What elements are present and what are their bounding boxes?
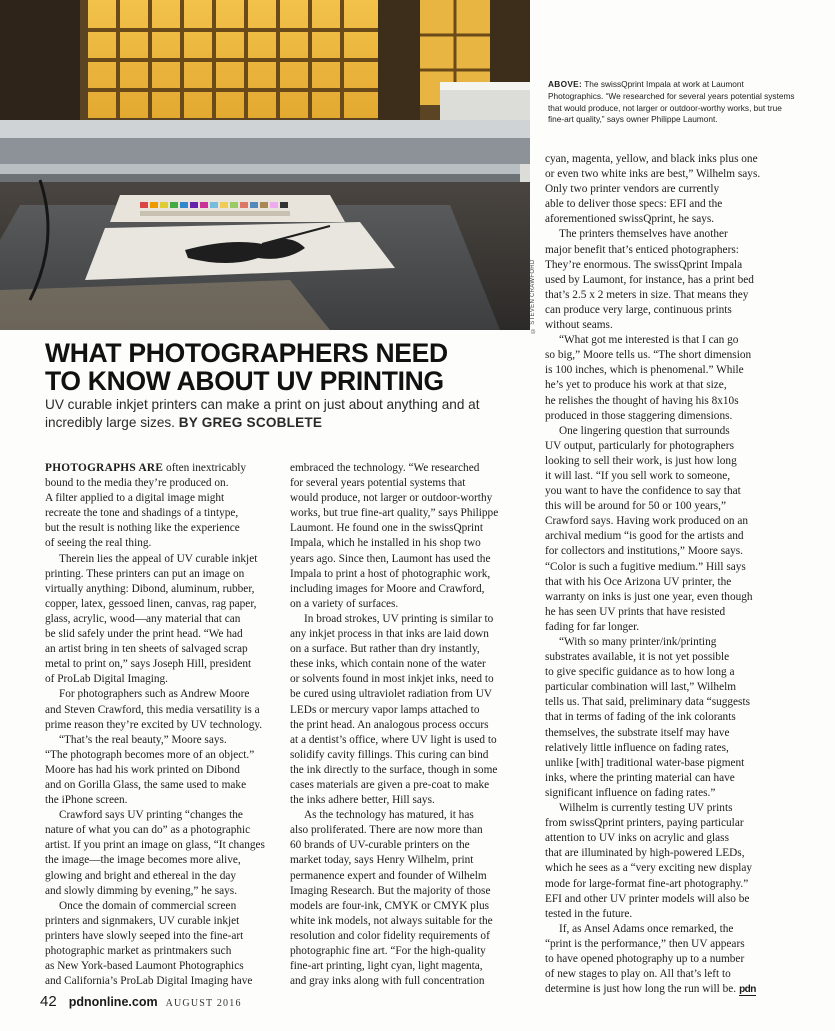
body-line (545, 529, 795, 544)
body-line-text: from swissQprint printers, paying particular (545, 817, 744, 830)
body-line-text: and Steven Crawford, this media versatility is a (45, 703, 260, 716)
body-line (290, 718, 530, 733)
body-line (45, 718, 282, 733)
body-line-text: this will be around for 50 or 100 years,” (545, 500, 727, 513)
body-line-text: tells us. That said, preliminary data “suggests (545, 696, 750, 709)
body-line (545, 318, 795, 333)
body-line (545, 620, 795, 635)
body-line-text: “The photograph becomes more of an object.” (45, 748, 255, 761)
body-line (290, 506, 530, 521)
body-line-text: the print head. An analogous process occurs (290, 718, 489, 731)
printer-photo (0, 0, 530, 330)
body-line (545, 288, 795, 303)
body-line-text: copper, latex, gessoed linen, canvas, rag paper, (45, 597, 257, 610)
body-line (290, 959, 530, 974)
body-line (290, 461, 530, 476)
body-line (45, 808, 282, 823)
body-line-text: on a variety of surfaces. (290, 597, 399, 610)
body-line-text: any inkjet process in that inks are laid down (290, 628, 489, 641)
dek-text: UV curable inkjet printers can make a print on just about anything and at incredibly large sizes. (45, 397, 480, 430)
footer-site: pdnonline.com (68, 995, 158, 1009)
body-line-text: an artist bring in ten sheets of salvaged scrap (45, 643, 248, 656)
body-line (45, 884, 282, 899)
body-line-text: photographic fine art. “For the high-quality (290, 945, 486, 957)
body-line (290, 582, 530, 597)
body-line-text: Wilhelm is currently testing UV prints (559, 802, 733, 815)
body-line (290, 703, 530, 718)
body-line-text: of seeing the real thing. (45, 537, 152, 550)
body-line-text: that in terms of fading of the ink colorants (545, 711, 736, 724)
body-line (45, 521, 282, 536)
body-line-text: for several years potential systems that (290, 477, 466, 490)
body-line (545, 394, 795, 409)
body-line (290, 838, 530, 853)
body-column-3 (545, 152, 795, 997)
body-line (290, 687, 530, 702)
body-line (45, 823, 282, 838)
body-line-text: able to deliver those specs: EFI and the (545, 198, 723, 211)
body-line (45, 491, 282, 506)
caption-label: ABOVE: (548, 79, 583, 89)
body-line-text: so big,” Moore tells us. “The short dimension (545, 349, 752, 362)
body-line (545, 348, 795, 363)
body-line-text: you want to have the confidence to say that (545, 485, 741, 498)
body-line-text: bound to the media they’re produced on. (45, 477, 229, 490)
body-line (290, 869, 530, 884)
body-line-text: solidify cavity fillings. This curing can bind (290, 748, 489, 761)
photo-caption (548, 79, 798, 126)
body-line (545, 590, 795, 605)
body-line-text: and gray inks along with full concentration (290, 975, 485, 988)
page-footer (40, 993, 242, 1013)
body-line (45, 506, 282, 521)
body-line (290, 763, 530, 778)
body-line-text: on a surface. But rather than dry instantly, (290, 643, 480, 656)
body-line (45, 959, 282, 974)
page-number: 42 (40, 993, 57, 1010)
body-line (290, 929, 530, 944)
body-line (545, 982, 795, 997)
body-line (45, 627, 282, 642)
body-line-text: to give specific guidance as to how long a (545, 666, 735, 679)
body-line (45, 748, 282, 763)
body-line-text: for collectors and institutions,” Moore says. (545, 545, 743, 558)
body-line (545, 635, 795, 650)
body-line (290, 823, 530, 838)
body-line-text: fine-art printing, light cyan, light magenta, (290, 960, 483, 973)
body-line (45, 597, 282, 612)
body-line-text: he’s yet to produce his work at that size, (545, 379, 727, 392)
body-line-text: and California’s ProLab Digital Imaging have (45, 975, 253, 988)
body-line-text: themselves, the substrate itself may have (545, 726, 730, 739)
body-line (45, 733, 282, 748)
body-line (290, 853, 530, 868)
body-line (290, 748, 530, 763)
body-line-text: years ago. Since then, Laumont has used the (290, 552, 491, 565)
body-line-text: substrates available, it is not yet possible (545, 651, 730, 664)
body-line-text: The printers themselves have another (559, 228, 728, 241)
body-line-text: A filter applied to a digital image might (45, 492, 225, 505)
body-line (545, 182, 795, 197)
body-line-text: They’re enormous. The swissQprint Impala (545, 258, 743, 271)
body-line-text: archival medium “is good for the artists and (545, 530, 744, 543)
body-line-text: metal to print on,” says Joseph Hill, president (45, 658, 252, 671)
body-line-text: For photographers such as Andrew Moore (59, 688, 250, 701)
body-line-text: and on Gorilla Glass, the same used to make (45, 778, 247, 791)
body-line (545, 424, 795, 439)
body-line-text: and slowly dimming by evening,” he says. (45, 884, 238, 897)
body-line (290, 491, 530, 506)
body-line-text: Only two printer vendors are currently (545, 183, 720, 196)
body-line (290, 627, 530, 642)
body-line (545, 771, 795, 786)
body-line (545, 409, 795, 424)
body-line (45, 703, 282, 718)
body-line (45, 838, 282, 853)
body-line-text: mode for large-format fine-art photography.” (545, 877, 749, 890)
body-line-text: relatively little influence on fading rates, (545, 741, 729, 754)
body-line (545, 454, 795, 469)
body-line (545, 952, 795, 967)
body-line (45, 552, 282, 567)
body-line (545, 846, 795, 861)
end-mark: pdn (739, 984, 756, 996)
body-line-text: If, as Ansel Adams once remarked, the (559, 922, 734, 935)
body-line (45, 853, 282, 868)
body-line-text: Crawford says. Having work produced on an (545, 515, 748, 528)
body-line-text: printing. These printers can put an image on (45, 567, 245, 580)
body-line-text: looking to sell their work, is just how long (545, 454, 737, 467)
body-line (545, 877, 795, 892)
body-line-text: “What got me interested is that I can go (559, 334, 739, 347)
footer-date: AUGUST 2016 (165, 998, 242, 1009)
body-line-text: works, but true fine-art quality,” says Philippe (290, 507, 499, 520)
body-line (545, 469, 795, 484)
body-line (545, 167, 795, 182)
body-line (290, 733, 530, 748)
body-line (545, 544, 795, 559)
body-line (45, 657, 282, 672)
body-line (290, 914, 530, 929)
body-line-text: the ink directly to the surface, though in some (290, 763, 498, 776)
body-line (545, 650, 795, 665)
body-line (45, 914, 282, 929)
body-line (545, 967, 795, 982)
body-line-text: Imaging Research. But the majority of those (290, 884, 491, 897)
body-line-text: or even two white inks are best,” Wilhelm says. (545, 168, 761, 181)
body-line (545, 786, 795, 801)
body-line (545, 922, 795, 937)
body-line (545, 801, 795, 816)
body-line (45, 899, 282, 914)
body-line (45, 536, 282, 551)
body-line-text: the image—the image becomes more alive, (45, 854, 241, 867)
body-line-text: glowing and bright and ethereal in the day (45, 869, 237, 882)
body-line-text: white ink models, not always suitable for the (290, 914, 493, 927)
body-line-text: Crawford says UV printing “changes the (59, 809, 243, 822)
headline-line-1: WHAT PHOTOGRAPHERS NEED (45, 338, 448, 368)
body-line-text: but the result is nothing like the experience (45, 522, 240, 535)
body-line (545, 333, 795, 348)
byline: BY GREG SCOBLETE (178, 415, 323, 430)
body-line-text: recreate the tone and shadings of a tintype, (45, 507, 239, 520)
body-line (290, 808, 530, 823)
body-line-text: permanence expert and founder of Wilhelm (290, 869, 487, 882)
body-line (545, 816, 795, 831)
body-line-text: glass, acrylic, wood—any material that can (45, 612, 241, 625)
body-line-text: is 100 inches, which is phenomenal.” While (545, 364, 744, 377)
body-line-text: used by Laumont, for instance, has a print bed (545, 273, 754, 286)
body-line (545, 484, 795, 499)
body-line-text: he has seen UV prints that have resisted (545, 605, 726, 618)
body-line-text: Therein lies the appeal of UV curable inkjet (59, 552, 258, 565)
body-line (290, 657, 530, 672)
body-line (545, 575, 795, 590)
body-line-text: tested in the future. (545, 907, 633, 920)
body-line-text: LEDs or mercury vapor lamps attached to (290, 703, 480, 716)
lead-in: PHOTOGRAPHS ARE (45, 462, 164, 474)
body-line (545, 695, 795, 710)
body-line-text: significant influence on fading rates.” (545, 786, 716, 799)
body-line-text: printers have slowly seeped into the fine-art (45, 929, 244, 942)
body-line (290, 567, 530, 582)
body-line (45, 974, 282, 989)
body-line (290, 521, 530, 536)
body-line (45, 461, 282, 476)
body-line (545, 756, 795, 771)
body-line-text: “print is the performance,” then UV appears (545, 937, 745, 950)
body-line (545, 258, 795, 273)
photo-credit: © STEVEN CRAWFORD (530, 259, 536, 333)
body-line (45, 763, 282, 778)
body-line (545, 514, 795, 529)
body-line-text: can produce very large, continuous prints (545, 303, 732, 316)
body-line (545, 831, 795, 846)
body-line (45, 642, 282, 657)
body-line-text: UV output, particularly for photographers (545, 439, 734, 452)
body-line (290, 552, 530, 567)
body-line (545, 665, 795, 680)
body-line-text: particular combination will last,” Wilhelm (545, 681, 737, 694)
body-line-text: prime reason they’re excited by UV technology. (45, 718, 263, 731)
body-line (290, 884, 530, 899)
body-line (545, 937, 795, 952)
article-dek (45, 396, 535, 432)
body-line-text: Laumont. He found one in the swissQprint (290, 522, 483, 535)
body-line-text: often inextricably (163, 462, 247, 474)
body-line (45, 612, 282, 627)
body-line (290, 778, 530, 793)
body-line-text: produced in those staggering dimensions. (545, 409, 733, 422)
body-line (290, 536, 530, 551)
body-line (545, 243, 795, 258)
body-line (290, 476, 530, 491)
body-line-text: without seams. (545, 319, 613, 332)
body-line-text: models are four-ink, CMYK or CMYK plus (290, 899, 490, 912)
body-line (45, 929, 282, 944)
body-line-text: determine is just how long the run will be. (545, 983, 737, 996)
body-line (545, 439, 795, 454)
body-line-text: that’s 2.5 x 2 meters in size. That means they (545, 288, 749, 301)
body-line-text: cases materials are given a pre-coat to make (290, 778, 490, 791)
body-line (545, 680, 795, 695)
body-line-text: Impala, which he installed in his shop two (290, 537, 481, 550)
body-line-text: or solvents found in most inkjet inks, need to (290, 673, 494, 686)
body-column-1 (45, 461, 282, 989)
body-line (545, 273, 795, 288)
body-line-text: the iPhone screen. (45, 794, 128, 807)
body-line (45, 793, 282, 808)
body-line-text: inks, where the printing material can have (545, 771, 735, 784)
body-line (545, 212, 795, 227)
body-line (545, 605, 795, 620)
body-line (545, 560, 795, 575)
body-line-text: be slid safely under the print head. “We had (45, 628, 243, 641)
body-line (545, 303, 795, 318)
body-line-text: aforementioned swissQprint, he says. (545, 213, 715, 226)
body-line-text: that are illuminated by high-powered LEDs, (545, 847, 745, 860)
body-line-text: As the technology has matured, it has (304, 809, 474, 822)
body-line-text: also proliferated. There are now more than (290, 824, 483, 837)
body-line (290, 944, 530, 959)
body-line (45, 778, 282, 793)
body-column-2 (290, 461, 530, 989)
body-line-text: major benefit that’s enticed photographers: (545, 243, 739, 256)
body-line-text: Once the domain of commercial screen (59, 899, 237, 912)
body-line-text: virtually anything: Dibond, aluminum, rubber, (45, 582, 255, 595)
body-line-text: One lingering question that surrounds (559, 424, 730, 437)
body-line (290, 793, 530, 808)
body-line-text: to have opened photography up to a number (545, 952, 745, 965)
body-line-text: as New York-based Laumont Photographics (45, 960, 244, 973)
body-line-text: that with his Oce Arizona UV printer, the (545, 575, 732, 588)
body-line (545, 197, 795, 212)
article-headline (45, 340, 535, 395)
body-line (45, 944, 282, 959)
body-line (545, 726, 795, 741)
body-line (545, 710, 795, 725)
body-line-text: photographic market as printmakers such (45, 945, 232, 957)
body-line (45, 672, 282, 687)
body-line (545, 378, 795, 393)
body-line-text: attention to UV inks on acrylic and glass (545, 832, 729, 845)
body-line-text: “That’s the real beauty,” Moore says. (59, 733, 227, 746)
body-line-text: resolution and color fidelity requirements of (290, 929, 490, 942)
body-line (45, 476, 282, 491)
body-line-text: embraced the technology. “We researched (290, 462, 480, 474)
body-line-text: Impala to print a host of photographic work, (290, 567, 491, 580)
body-line (545, 363, 795, 378)
body-line-text: of new stages to play on. All that’s left to (545, 968, 731, 981)
body-line-text: 60 brands of UV-curable printers on the (290, 839, 470, 852)
body-line-text: these inks, which contain none of the water (290, 658, 486, 671)
body-line (545, 741, 795, 756)
body-line (545, 892, 795, 907)
body-line (545, 907, 795, 922)
caption-text: The swissQprint Impala at work at Laumont Photographics. “We researched for several years potential systems that would produce, not larger or outdoor-worthy works, but true fine-art quality,” says owner Philippe Laumont. (548, 79, 795, 125)
body-line (290, 899, 530, 914)
body-line (45, 687, 282, 702)
body-line (290, 642, 530, 657)
headline-line-2: TO KNOW ABOUT UV PRINTING (45, 365, 444, 396)
printer-photo-illustration (0, 0, 530, 330)
body-line-text: of ProLab Digital Imaging. (45, 673, 168, 686)
body-line-text: be cured using ultraviolet radiation from UV (290, 688, 493, 701)
body-line-text: market today, says Henry Wilhelm, print (290, 854, 474, 867)
body-line-text: which he sees as a “very exciting new display (545, 862, 753, 875)
body-line-text: would produce, not larger or outdoor-worthy (290, 492, 493, 505)
body-line-text: cyan, magenta, yellow, and black inks plus one (545, 153, 758, 165)
body-line-text: including images for Moore and Crawford, (290, 582, 485, 595)
body-line-text: warranty on inks is just one year, even though (545, 590, 753, 603)
body-line (290, 672, 530, 687)
body-line-text: the inks adhere better, Hill says. (290, 794, 435, 807)
body-line (290, 974, 530, 989)
body-line-text: at a dentist’s office, where UV light is used to (290, 733, 497, 746)
body-line (45, 567, 282, 582)
body-line-text: unlike [with] traditional water-base pigment (545, 756, 745, 769)
body-line-text: In broad strokes, UV printing is similar to (304, 612, 494, 625)
body-line (545, 152, 795, 167)
body-line (545, 861, 795, 876)
body-line-text: “With so many printer/ink/printing (559, 636, 717, 648)
body-line-text: he relishes the thought of having his 8x10s (545, 394, 739, 407)
body-line (45, 869, 282, 884)
body-line (290, 597, 530, 612)
body-line-text: Moore has had his work printed on Dibond (45, 763, 240, 776)
body-line (545, 227, 795, 242)
body-line (290, 612, 530, 627)
body-line-text: nature of what you can do” as a photographic (45, 824, 251, 837)
body-line (545, 499, 795, 514)
body-line-text: “Color is such a fugitive medium.” Hill says (545, 560, 746, 573)
body-line-text: EFI and other UV printer models will also be (545, 892, 750, 905)
body-line-text: artist. If you print an image on glass, “It changes (45, 839, 265, 852)
body-line (45, 582, 282, 597)
body-line-text: printers and signmakers, UV curable inkjet (45, 914, 240, 927)
body-line-text: fading for far longer. (545, 620, 640, 633)
body-line-text: it will last. “If you sell work to someone, (545, 469, 731, 482)
